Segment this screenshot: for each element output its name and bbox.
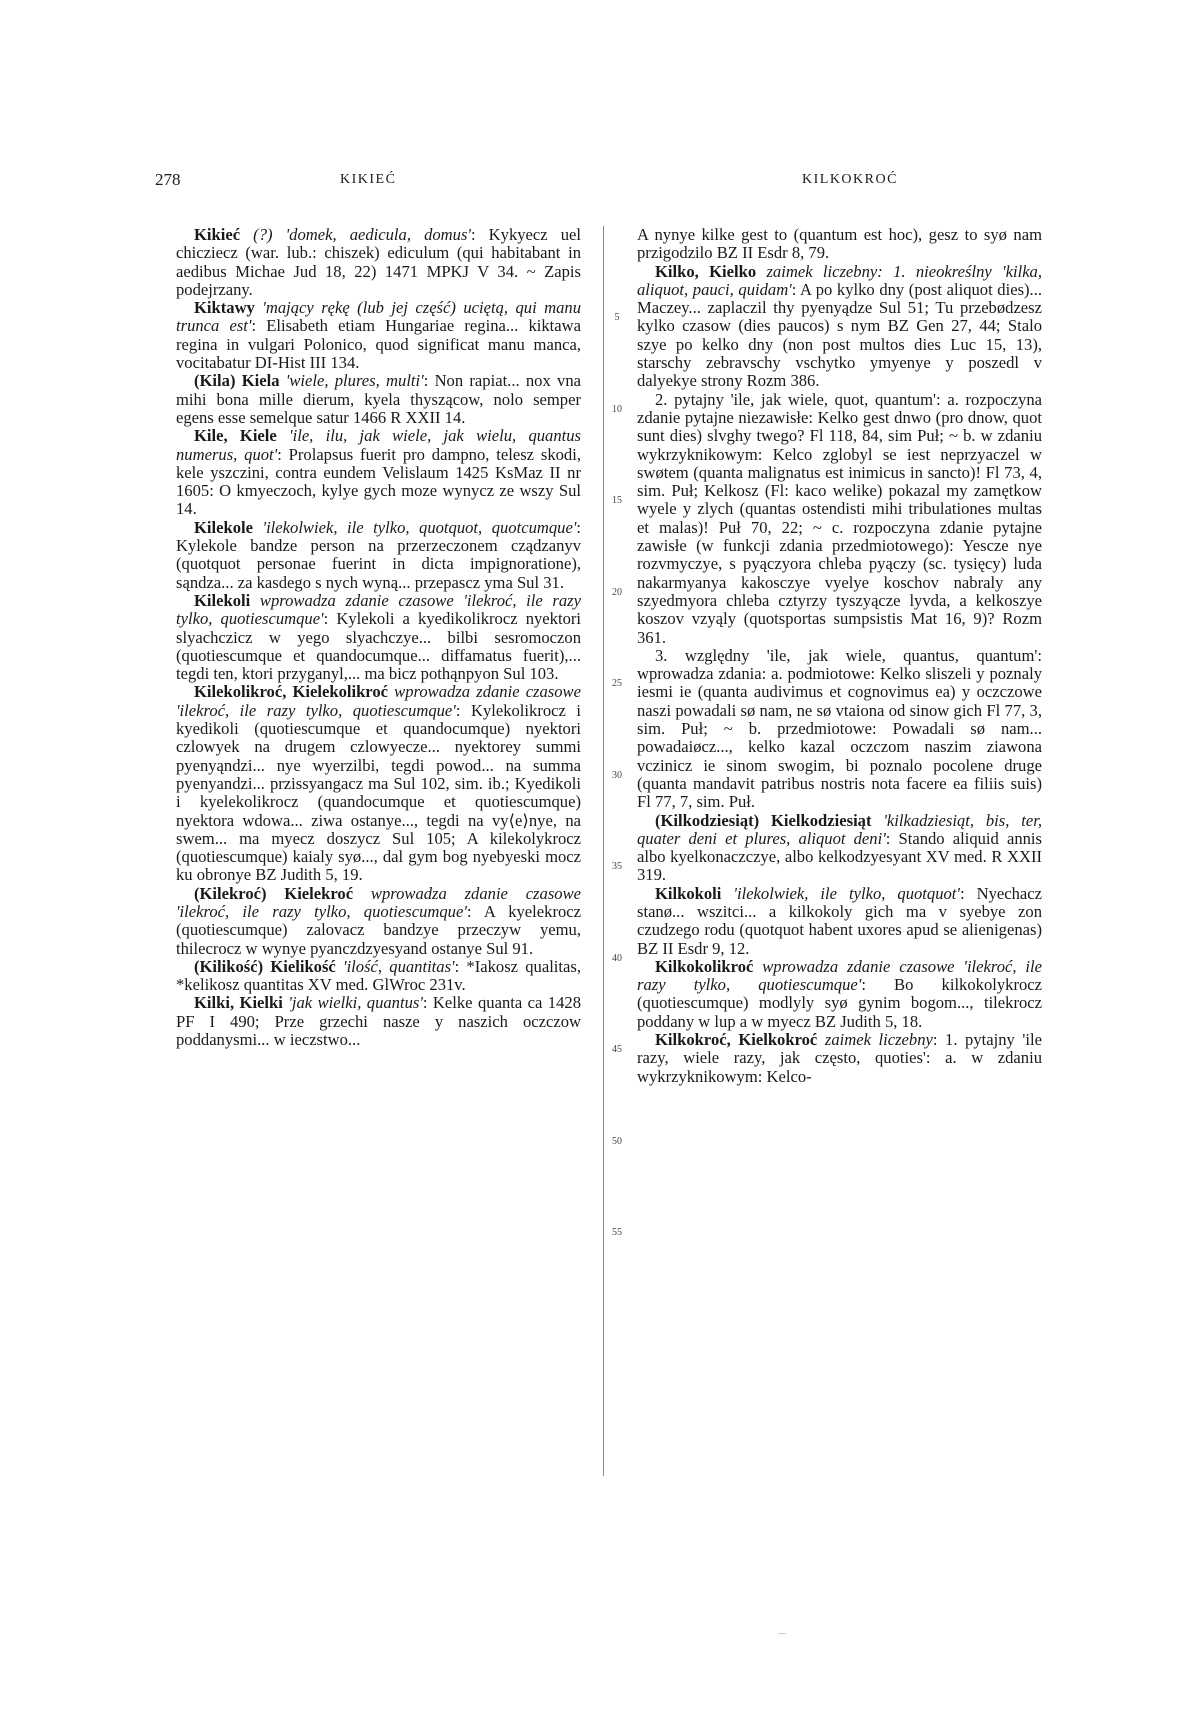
entry-kikiec: Kikieć (?) 'domek, aedicula, domus': Kykyecz uel chicziecz (war. lub.: chiszek) ediculum (qui habitabant in aedibus Michae Jud 18, 22) 1471 MPKJ V 34. ~ Zapis podejrzany. [176,225,581,299]
entry-continuation: A nynye kilke gest to (quantum est hoc), gesz to syø nam przigodzilo BZ II Esdr 8, 79. [637,225,1042,263]
entry-kilekole: Kilekole 'ilekolwiek, ile tylko, quotquot, quotcumque': Kylekole bandze person na przerzeczonem cządzanyv (quotquot personae fuerint in dicta impignoratione), sąndza... za kasdego s nych wyną... przepascz yma Sul 31. [176,517,581,592]
line-number: 25 [612,678,622,689]
entry-kilkokolikroc: Kilkokolikroć wprowadza zdanie czasowe 'ilekroć, ile razy tylko, quotiescumque': Bo kilkokolykrocz (quotiescumque) modlyly syø gynim bogom..., tilekrocz poddany w lup a w myecz BZ Judith 5, 18. [637,956,1042,1031]
line-number: 5 [614,312,620,323]
line-number: 30 [612,770,622,781]
entry-kilkodziesiat: (Kilkodziesiąt) Kielkodziesiąt 'kilkadziesiąt, bis, ter, quater deni et plures, aliquot deni': Stando aliquid annis albo kyelkonaczczye, albo kelkodzyesyant XV med. R XXII 319. [637,810,1043,885]
entry-kilekroc: (Kilekroć) Kielekroć wprowadza zdanie czasowe 'ilekroć, ile razy tylko, quotiescumque': A kyelekrocz (quotiescumque) zalovacz bandzye przeczyw yemu, thilecrocz w wynye pyanczdzyesyand ostanye Sul 91. [176,883,582,958]
entry-kilki: Kilki, Kielki 'jak wielki, quantus': Kelke quanta ca 1428 PF I 490; Prze grzechi nasze y naszich oczczow poddanysmi... w ieczstwo... [176,993,581,1050]
footer-mark [778,1633,786,1634]
right-column [637,226,1042,1086]
line-number: 15 [612,495,622,506]
entry-kiktawy: Kiktawy 'mający rękę (lub jej część) uciętą, qui manu trunca est': Elisabeth etiam Hungariae regina... kiktawa regina in vulgari Polonico, quod significat manu manca, vocitabatur DI-Hist III 134. [176,298,581,373]
left-column [176,226,581,1049]
sense-wzgledny: 3. względny 'ile, jak wiele, quantus, quantum': wprowadza zdania: a. podmiotowe: Kelko sliszeli y poznaly iesmi ie (quanta audivimus et cognovimus ea) y oczczowe naszi powadali sø nam, ne sø vtaiona od sinow gich Fl 77, 3, sim. Puł; ~ b. przedmiotowe: Powadali sø nam... powadaiøcz..., kelko kazal oczczom naszim ziawona vczinicz ie sinom swogim, bi poznalo pocolene druge (quanta mandavit patribus nostris nota facere ea filiis suis) Fl 77, 7, sim. Puł. [637,645,1042,812]
running-head-right: KILKOKROĆ [802,172,898,187]
line-number: 55 [612,1227,622,1238]
entry-kilko: Kilko, Kielko zaimek liczebny: 1. nieokreślny 'kilka, aliquot, pauci, quidam': A po kylko dny (post aliquot dies)... Maczey... zaplaczil thy pyenyądze Sul 51; Tu przebødzesz kylko czasow (dies paucos) s nym BZ Gen 27, 44; Stalo szye po kelko dny (non post multos dies Luc 15, 13), starschy zebravschy vschytko ymyenye y poszedl v dalyekye strony Rozm 386. [637,261,1043,391]
entry-kilekolikroc: Kilekolikroć, Kielekolikroć wprowadza zdanie czasowe 'ilekroć, ile razy tylko, quotiescumque': Kylekolikrocz i kyedikoli (quotiescumque et quandocumque) nyektori czlowyek na drugem czlowyecze... nyektorey summi pyenyąndzi... nye wyerzilbi, tegdi powod... na summa pyenyandzi... przissyangacz ma Sul 102, sim. ib.; Kyedikoli i kyelekolikrocz (quandocumque et quotiescumque) nyektora wdowa... ziwa ostanye..., tegdi na vy⟨e⟩nye, na swem... ma myecz doszycz Sul 105; A kilekolykrocz (quotiescumque) kaialy syø..., dal gym bog nyebyeski mocz ku obronye BZ Judith 5, 19. [176,682,581,885]
sense-pytajny: 2. pytajny 'ile, jak wiele, quot, quantum': a. rozpoczyna zdanie pytajne niezawisłe: Kelko gest dnwo (pro dnow, quot sunt dies) slvghy twego? Fl 118, 84, sim Puł; ~ b. w zdaniu wykrzyknikowym: Kelco zglobyl se iest neprzyaczel w swøtem (quanta malignatus est inimicus in sancto)! Fl 73, 4, sim. Puł; Kelkosz (Fl: kaco welike) pokazal my zamętkow wyele y zlych (quantas ostendisti mihi tribulationes multas et malas)! Puł 70, 22; ~ c. rozpoczyna zdanie pytajne zawisłe (w funkcji zdania przedmiotowego): Yescze nye rozvmyczye, s pyączyora chleba pyączy (sc. tysięcy) luda nakarmyanya kakosczye vyelye koschov nabraly any szyedmyora chleba cztyrzy tyszyącze lyvda, a kelkoszye koszov vzyąly (quotsportas sumpsistis Mat 16, 9)? Rozm 361. [637,389,1042,647]
line-number: 35 [612,861,622,872]
line-number: 40 [612,953,622,964]
entry-kilkokoli: Kilkokoli 'ilekolwiek, ile tylko, quotquot': Nyechacz stanø... wszitci... a kilkokoly gich ma v syebye zon czudzego rodu (quotquot habent uxores apud se alienigenas) BZ II Esdr 9, 12. [637,883,1042,958]
page-number: 278 [155,170,181,189]
entry-kilikosc: (Kilikość) Kielikość 'ilość, quantitas': *Iakosz qualitas, *kelikosz quantitas XV med. GlWroc 231v. [176,956,581,995]
entry-kilekoli: Kilekoli wprowadza zdanie czasowe 'ilekroć, ile razy tylko, quotiescumque': Kylekoli a kyedikolikrocz nyektori slyachczicz w yego slyachczye... bilbi sesromoczon (quotiescumque et quandocumque... diffamatus fuerit),... tegdi ten, ktori przyganyl,... ma bicz pothąnpyon Sul 103. [176,590,582,684]
entry-kile: Kile, Kiele 'ile, ilu, jak wiele, jak wielu, quantus numerus, quot': Prolapsus fuerit pro dampno, telesz skodi, kele yszczini, contra eundem Velislaum 1425 KsMaz II nr 1605: O kmyeczoch, kylye gych moze wynycz ze wszy Sul 14. [176,426,581,519]
running-head-left: KIKIEĆ [340,172,397,187]
line-number: 10 [612,404,622,415]
line-number: 20 [612,587,622,598]
entry-kilkokroc: Kilkokroć, Kielkokroć zaimek liczebny: 1. pytajny 'ile razy, wiele razy, jak często, quoties': a. w zdaniu wykrzyknikowym: Kelco- [637,1030,1042,1086]
line-number: 50 [612,1136,622,1147]
column-rule [603,226,604,1476]
line-number: 45 [612,1044,622,1055]
entry-kila: (Kila) Kiela 'wiele, plures, multi': Non rapiat... nox vna mihi bona mille dierum, kyela thyszącow, nolo semper egens esse semelque satur 1466 R XXII 14. [176,371,581,427]
